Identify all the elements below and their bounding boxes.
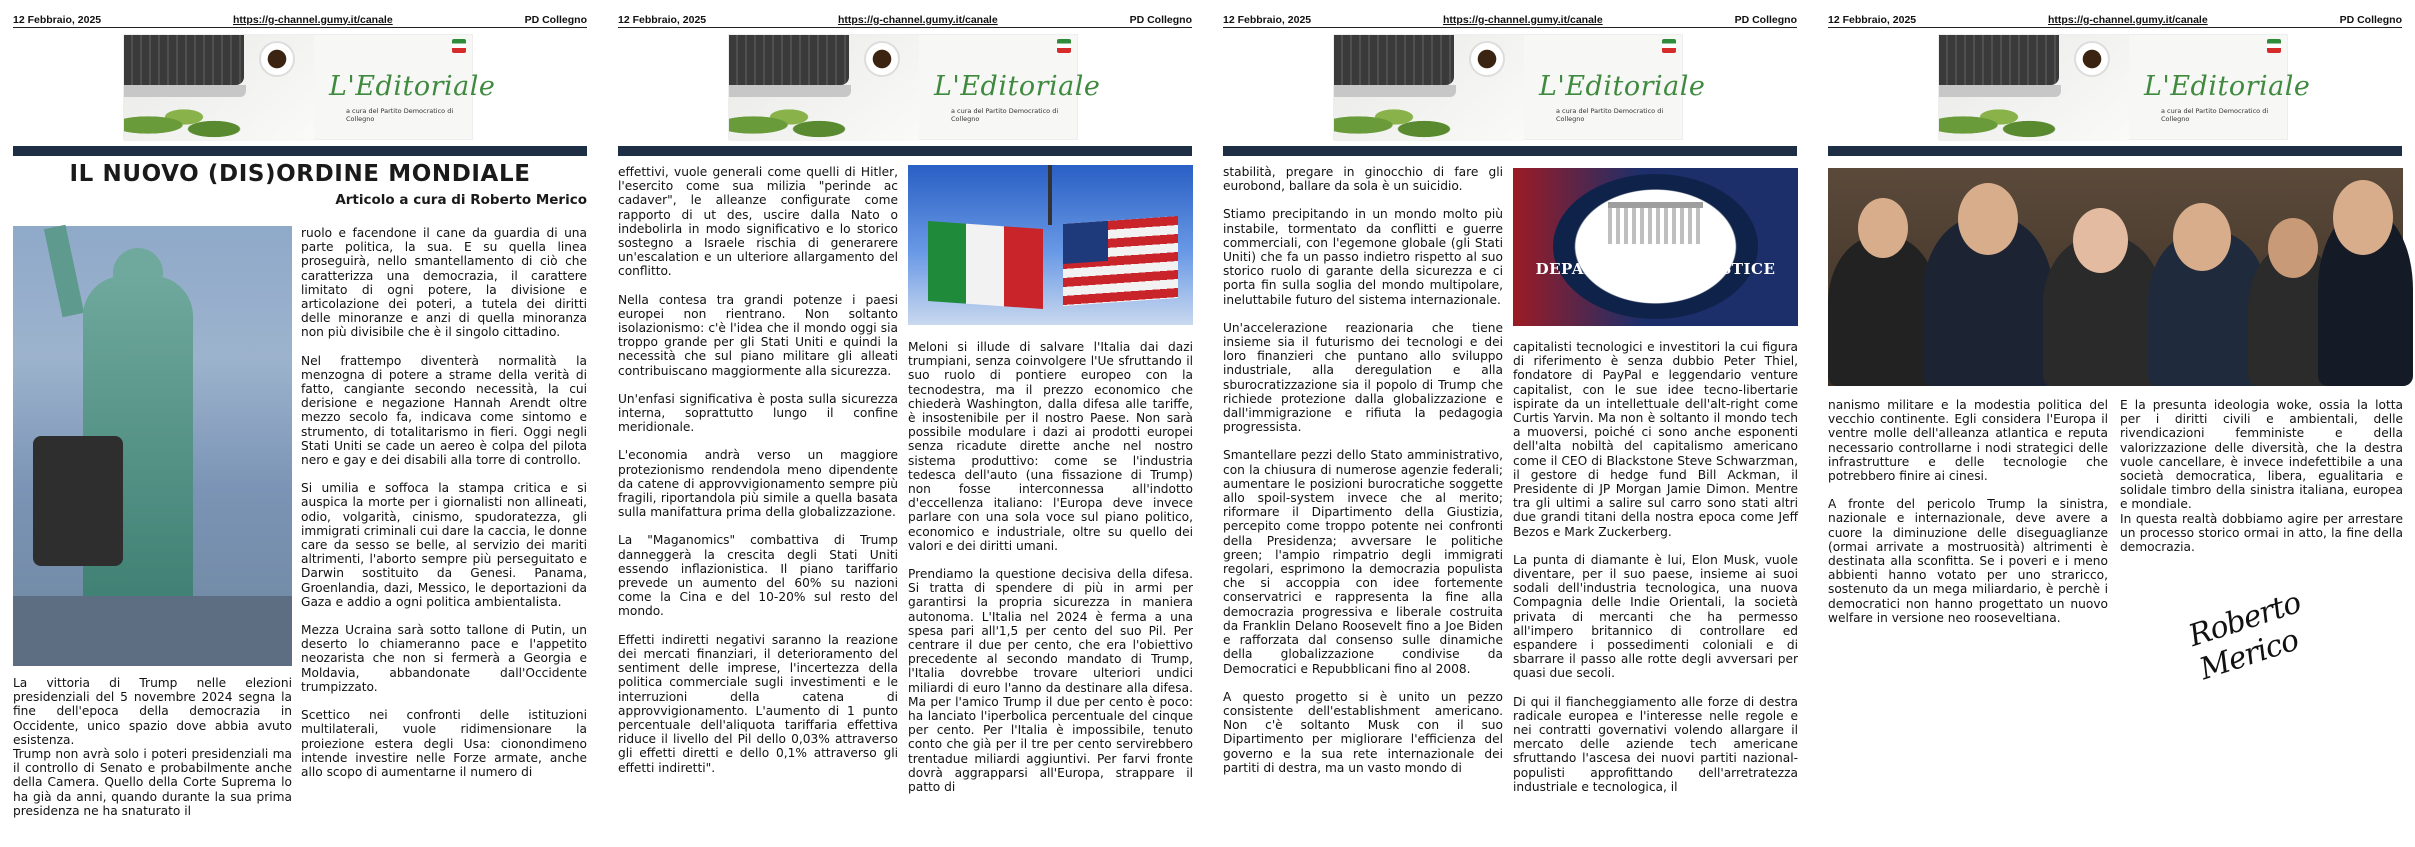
article-headline: IL NUOVO (DIS)ORDINE MONDIALE <box>69 161 531 187</box>
pd-logo-icon <box>452 39 466 53</box>
paragraph: Mezza Ucraina sarà sotto tallone di Putin, un deserto lo chiameranno pace e l'appetito neozarista che non si fermerà a Georgia e Moldavia, abbandonate dall'Occidente trumpizzato. <box>301 623 587 694</box>
paragraph: In questa realtà dobbiamo agire per arrestare un processo storico ormai in atto, la fine della democrazia. <box>2120 511 2403 555</box>
laptop-icon <box>1939 35 2059 85</box>
department-of-justice-seal-image <box>1513 168 1798 326</box>
header-rule <box>1828 146 2402 156</box>
header-date: 12 Febbraio, 2025 <box>618 13 707 26</box>
text-column <box>1513 340 1798 808</box>
text-column <box>13 676 292 818</box>
header-date: 12 Febbraio, 2025 <box>1223 13 1312 26</box>
header-org: PD Collegno <box>1129 13 1192 26</box>
paragraph: Un'enfasi significativa è posta sulla sicurezza interna, soprattutto lungo il confine meridionale. <box>618 391 898 435</box>
editorial-banner <box>123 34 496 140</box>
header-org: PD Collegno <box>524 13 587 26</box>
page-4 <box>1820 0 2410 847</box>
plant-icon <box>729 101 849 141</box>
paragraph: stabilità, pregare in ginocchio di fare gli eurobond, ballare da sola è un suicidio. <box>1223 165 1503 194</box>
laptop-icon <box>124 35 244 85</box>
desk-photo <box>1334 35 1524 141</box>
header-url-link[interactable]: https://g-channel.gumy.it/canale <box>233 13 393 26</box>
paragraph: Nel frattempo diventerà normalità la menzogna di potere a strame della verità di fatto, cangiante secondo necessità, la cui derisione e negazione Hannah Arendt oltre mezzo secolo fa, indicava come sintomo e strumento, di totalitarismo in fieri. Oggi negli Stati Uniti se cade un aereo è colpa del pilota nero e gay e dei disabili alla torre di controllo. <box>301 353 587 468</box>
usa-flag-container-icon <box>1063 216 1178 306</box>
pd-logo-icon <box>2267 39 2281 53</box>
banner-title: L'Editoriale <box>1539 71 1706 102</box>
desk-photo <box>1939 35 2129 141</box>
banner-title: L'Editoriale <box>329 71 496 102</box>
seal-sublabel: WASHINGTON <box>1620 280 1691 289</box>
editorial-banner <box>728 34 1101 140</box>
banner-title: L'Editoriale <box>2144 71 2311 102</box>
paragraph: Effetti indiretti negativi saranno la reazione dei mercati finanziari, il deterioramento del sentiment delle imprese, l'incertezza della politica commerciale sugli investimenti e le interruzioni della catena di approvvigionamento. L'aumento di 1 punto percentuale dell'aliquota tariffaria effettiva riduce il livello del Pil dello 0,03% attraverso gli effetti diretti e dello 0,1% attraverso gli effetti indiretti". <box>618 632 898 775</box>
paragraph: Scettico nei confronti delle istituzioni multilaterali, vuole ridimensionare la proiezione estera degli Usa: cionondimeno intende investire nelle Forze armate, anche allo scopo di aumentarne il numero di <box>301 708 587 779</box>
statue-of-liberty-mural-image <box>13 226 292 666</box>
header-date: 12 Febbraio, 2025 <box>13 13 102 26</box>
author-signature: Roberto Merico <box>2184 585 2305 688</box>
page-3 <box>1215 0 1805 847</box>
paragraph: A fronte del pericolo Trump la sinistra, nazionale e internazionale, deve avere a cuore la diminuzione delle diseguaglianze (ormai arrivate a mostruosità) altrimenti è destinata alla sconfitta. Se i poveri e i meno abbienti hanno votato per uno straricco, sostenuto da un mega miliardario, è perchè i democratici non hanno progettato un nuovo welfare in versione neo rooseveltiana. <box>1828 497 2108 625</box>
page-header <box>1828 12 2402 28</box>
text-column <box>301 226 587 793</box>
text-column <box>2120 398 2403 568</box>
italy-flag-container-icon <box>928 221 1043 309</box>
text-column <box>908 340 1193 808</box>
header-rule <box>618 146 1192 156</box>
text-column <box>1828 398 2108 639</box>
paragraph: Stiamo precipitando in un mondo molto più instabile, tormentato da conflitti e guerre commerciali, con l'egemone globale (gli Stati Uniti) che fa un passo indietro rispetto al suo storico ruolo di garante della sicurezza e ci porta fin sulla soglia del mondo multipolare, ineluttabile futuro del sistema internazionale. <box>1223 207 1503 307</box>
plant-icon <box>124 101 244 141</box>
header-url-link[interactable]: https://g-channel.gumy.it/canale <box>1443 13 1603 26</box>
page-header <box>13 12 587 28</box>
paragraph: effettivi, vuole generali come quelli di Hitler, l'esercito come sua milizia "perinde ac cadaver", le alleanze configurate come rapporto di ut des, uscire dalla Nato o indebolirla in modo significativo e lo storico sostegno a Israele rischia di generarere un'escalation e un ulteriore allargamento del conflitto. <box>618 165 898 279</box>
text-column <box>618 165 898 789</box>
pd-logo-icon <box>1057 39 1071 53</box>
paragraph: La vittoria di Trump nelle elezioni presidenziali del 5 novembre 2024 segna la fine dell'epoca della democrazia in Occidente, unico spazio dove abbia avuto esistenza. <box>13 676 292 747</box>
plant-icon <box>1939 101 2059 141</box>
article-byline: Articolo a cura di Roberto Merico <box>335 192 587 208</box>
pd-logo-icon <box>1662 39 1676 53</box>
suitcase-icon <box>33 436 123 566</box>
paragraph: capitalisti tecnologici e investitori la cui figura di riferimento è senza dubbio Peter Thiel, fondatore di PayPal e leggendario venture capitalist, con le sue idee tecno-libertarie ispirate da un intellettuale dell'alt-right come Curtis Yarvin. Ma non è soltanto il mondo tech a muoversi, poiché ci sono anche esponenti dell'alta nobiltà del capitalismo americano come il CEO di Blackstone Steve Schwarzman, il gestore di hedge fund Bill Ackman, il Presidente di JP Morgan Jamie Dimon. Mentre tra gli ultimi a salire sul carro sono stati altri due grandi titani della nostra epoca come Jeff Bezos e Mark Zuckerberg. <box>1513 340 1798 539</box>
plant-icon <box>1334 101 1454 141</box>
header-rule <box>1223 146 1797 156</box>
coffee-cup-icon <box>259 41 295 77</box>
paragraph: Di qui il fiancheggiamento alle forze di destra radicale europea e l'interesse nelle regole e nei contratti governativi volendo allargare il mercato delle aziende tech americane sfruttando l'ascesa dei nuovi partiti nazional-populisti approfittando dell'arretratezza industriale e tecnologica, il <box>1513 694 1798 794</box>
editorial-banner <box>1938 34 2311 140</box>
laptop-icon <box>729 35 849 85</box>
header-org: PD Collegno <box>1734 13 1797 26</box>
header-date: 12 Febbraio, 2025 <box>1828 13 1917 26</box>
shipping-containers-image <box>908 165 1193 325</box>
header-org: PD Collegno <box>2339 13 2402 26</box>
paragraph: Prendiamo la questione decisiva della difesa. Si tratta di spendere di più in armi per garantirsi la propria sicurezza in maniera autonoma. L'Italia nel 2024 è ferma a una spesa pari all'1,5 per cento del suo Pil. Per centrare il due per cento, che era l'obiettivo precedente al secondo mandato di Trump, l'Italia dovrebbe trovare ulteriori undici miliardi di euro l'anno da destinare alla difesa. Ma per l'amico Trump il due per cento è poco: ha lanciato l'iperbolica percentuale del cinque per cento. Per l'Italia è impossibile, tenuto conto che già per il tre per cento servirebbero trentadue miliardi aggiuntivi. Per farvi fronte dovrà aggrapparsi all'Europa, strappare il patto di <box>908 567 1193 795</box>
page-header <box>1223 12 1797 28</box>
coffee-cup-icon <box>864 41 900 77</box>
page-2 <box>610 0 1200 847</box>
paragraph: Si umilia e soffoca la stampa critica e si auspica la morte per i giornalisti non allineati, odio, volgarità, cinismo, spudoratezza, gli immigrati criminali cui dare la caccia, le donne care da sesso se belle, al servizio dei mariti altrimenti, l'aborto sempre più perseguitato e Darwin sostituito da Genesi. Panama, Groenlandia, dazi, Messico, le deportazioni da Gaza e addio a ogni politica ambientalista. <box>301 481 587 609</box>
paragraph: E la presunta ideologia woke, ossia la lotta per i diritti civili e ambientali, delle rivendicazioni femministe e della valorizzazione delle diversità, che la destra vuole cancellare, è invece indefettibile a una società democratica, libera, egualitaria e solidale timbro della sinistra italiana, europea e mondiale. <box>2120 398 2403 512</box>
banner-subtitle: a cura del Partito Democratico di Collegno <box>951 107 1059 123</box>
editorial-banner <box>1333 34 1706 140</box>
building-icon <box>1608 202 1703 244</box>
paragraph: L'economia andrà verso un maggiore protezionismo rendendola meno dipendente da catene di approvvigionamento sempre più fragili, riportandola più simile a quella basata sulla manifattura prima della globalizzazione. <box>618 448 898 520</box>
tech-leaders-photo <box>1828 168 2403 386</box>
header-rule <box>13 146 587 156</box>
paragraph: Meloni si illude di salvare l'Italia dai dazi trumpiani, senza coinvolgere l'Ue sfruttando il suo ruolo di pontiere europeo con la tecnodestra, ma il prezzo economico che chiederà Washington, dalla difesa alle tariffe, è insostenibile per il nostro Paese. Non sarà possibile modulare i dazi ai prodotti europei senza ricadute dirette anche nel nostro sistema produttivo: come se l'industria tedesca dell'auto (una fissazione di Trump) non fosse interconnessa all'indotto d'eccellenza italiano: l'Europa deve invece parlare con una sola voce sul piano politico, economico e industriale, oltre su quello dei valori e dei diritti umani. <box>908 340 1193 553</box>
banner-subtitle: a cura del Partito Democratico di Collegno <box>2161 107 2269 123</box>
banner-subtitle: a cura del Partito Democratico di Collegno <box>346 107 454 123</box>
paragraph: Smantellare pezzi dello Stato amministrativo, con la chiusura di numerose agenzie federali; aumentare le posizioni burocratiche soggette allo spoil-system invece che al merito; riformare il Dipartimento della Giustizia, percepito come troppo potente nei confronti della Presidenza; avversare le politiche green; l'ampio rimpatrio degli immigrati regolari, esprimono la democrazia populista che si accoppia con idee fortemente conservatrici e rappresenta la fine alla democrazia progressiva e liberale costruita da Franklin Delano Roosevelt fino a Joe Biden e rafforzata dal consenso sulle dinamiche della globalizzazione condivise da Democratici e Repubblicani fino al 2008. <box>1223 448 1503 676</box>
seal-label: DEPARTMENT OF JUSTICE <box>1535 260 1776 278</box>
paragraph: ruolo e facendone il cane da guardia di una parte politica, la sua. E su quella linea proseguirà, nello smantellamento di ciò che caratterizza una democrazia, il carattere limitato di ogni potere, la divisione e articolazione dei poteri, a tutela dei diritti delle minoranze e anzi di quella minoranza non più divisibile che è il singolo cittadino. <box>301 226 587 340</box>
paragraph: La "Maganomics" combattiva di Trump danneggerà la crescita degli Stati Uniti essendo inflazionistica. Il piano tariffario prevede un aumento del 60% su nazioni come la Cina e del 10-20% sul resto del mondo. <box>618 533 898 619</box>
text-column <box>1223 165 1503 789</box>
page-1 <box>5 0 595 847</box>
laptop-icon <box>1334 35 1454 85</box>
seal-icon <box>1553 174 1758 319</box>
coffee-cup-icon <box>2074 41 2110 77</box>
paragraph: A questo progetto si è unito un pezzo consistente dell'establishment americano. Non c'è soltanto Musk con il suo Dipartimento per migliorare l'efficienza del governo e la sua rete internazionale dei partiti di destra, ma un vasto mondo di <box>1223 689 1503 775</box>
coffee-cup-icon <box>1469 41 1505 77</box>
header-url-link[interactable]: https://g-channel.gumy.it/canale <box>2048 13 2208 26</box>
paragraph: nanismo militare e la modestia politica del vecchio continente. Egli considera l'Europa il ventre molle dell'alleanza atlantica e reputa necessario controllarne i nodi strategici delle infrastrutture e delle tecnologie che potrebbero finire ai cinesi. <box>1828 398 2108 484</box>
page-header <box>618 12 1192 28</box>
desk-photo <box>124 35 314 141</box>
paragraph: La punta di diamante è lui, Elon Musk, vuole diventare, per il suo paese, insieme ai suoi sodali dell'industria tecnologica, una nuova Compagnia delle Indie Orientali, la società privata di mercanti che ha permesso all'impero britannico di controllare ed espandere i possedimenti coloniali e di sbarrare il passo alle rotte degli avversari per quasi due secoli. <box>1513 552 1798 681</box>
paragraph: Nella contesa tra grandi potenze i paesi europei non rientrano. Non soltanto isolazionismo: c'è l'idea che il mondo oggi sia troppo grande per gli Stati Uniti e quindi la necessità che sul piano militare gli alleati contribuiscano maggiormente alla sicurezza. <box>618 292 898 378</box>
desk-photo <box>729 35 919 141</box>
paragraph: Trump non avrà solo i poteri presidenziali ma il controllo di Senato e probabilmente anche della Camera. Quello della Corte Suprema lo ha già da anni, quando durante la sua prima presidenza ne ha snaturato il <box>13 747 292 818</box>
banner-title: L'Editoriale <box>934 71 1101 102</box>
header-url-link[interactable]: https://g-channel.gumy.it/canale <box>838 13 998 26</box>
banner-subtitle: a cura del Partito Democratico di Collegno <box>1556 107 1664 123</box>
paragraph: Un'accelerazione reazionaria che tiene insieme sia il futurismo dei tecnologi e dei loro finanzieri che puntano allo sviluppo industriale, alla deregulation e alla sburocratizzazione sia il popolo di Trump che richiede protezione dalla globalizzazione e dall'immigrazione e rifiuta la pedagogia progressista. <box>1223 320 1503 435</box>
